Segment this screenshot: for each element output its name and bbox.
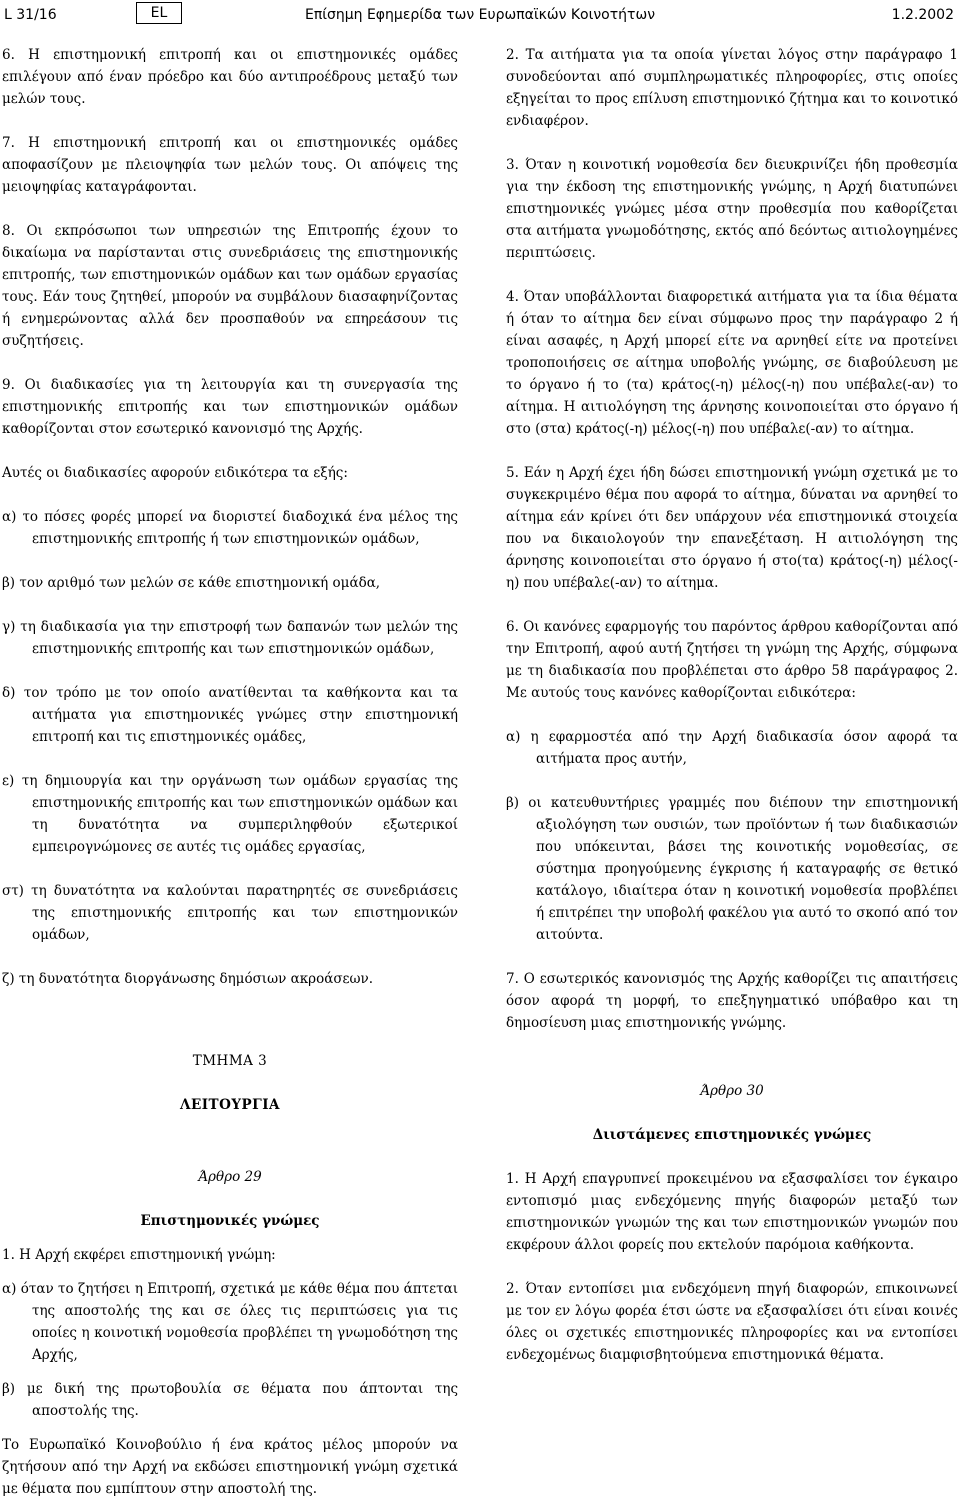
right-paragraph-4: 4. Όταν υποβάλλονται διαφορετικά αιτήματα για τα ίδια θέματα ή όταν το αίτημα δεν είναι σύμφωνο προς την παράγραφο 2 ή είναι ασαφές, η Αρχή μπορεί είτε να αρνηθεί είτε να προτείνει τροποποιήσεις σε αίτημα υποβολής γνώμης, σε διαβούλευση με το όργανο ή το (τα) κράτος(-η) μέλος(-η) που υπέβαλε(-αν) το αίτημα. Η αιτιολόγηση της άρνησης κοινοποιείται στο όργανο ή στο (στα) κράτος(-η) μέλος(-η) που υπέβαλε(-αν) το αίτημα. bbox=[506, 289, 958, 437]
list-item-a: α) το πόσες φορές μπορεί να διοριστεί διαδοχικά ένα μέλος της επιστημονικής επιτροπής ή των επιστημονικών ομάδων, bbox=[2, 509, 458, 547]
article-29-title: Επιστημονικές γνώμες bbox=[140, 1213, 320, 1229]
language-badge: EL bbox=[136, 2, 182, 24]
article-30-paragraph-2: 2. Όταν εντοπίσει μια ενδεχόμενη πηγή διαφορών, επικοινωνεί με τον εν λόγω φορέα έτσι ώστε να εξασφαλίσει ότι είναι κοινές όλες οι σχετικές επιστημονικές πληροφορίες και να εντοπίσει ενδεχομένως διαμφισβητούμενα επιστημονικά θέματα. bbox=[506, 1281, 958, 1363]
list-item-c: γ) τη διαδικασία για την επιστροφή των δαπανών των μελών της επιστημονικής επιτροπής και των επιστημονικών ομάδων, bbox=[2, 619, 458, 657]
paragraph-9: 9. Οι διαδικασίες για τη λειτουργία και τη συνεργασία της επιστημονικής επιτροπής και των επιστημονικών ομάδων καθορίζονται στον εσωτερικό κανονισμό της Αρχής. bbox=[2, 377, 458, 437]
article-29-item-a: α) όταν το ζητήσει η Επιτροπή, σχετικά με κάθε θέμα που άπτεται της αποστολής της και σε όλες τις περιπτώσεις για τις οποίες η κοινοτική νομοθεσία προβλέπει τη γνωμοδότηση της Αρχής, bbox=[2, 1281, 458, 1363]
issue-date: 1.2.2002 bbox=[891, 7, 954, 23]
right-paragraph-3: 3. Όταν η κοινοτική νομοθεσία δεν διευκρινίζει ήδη προθεσμία για την έκδοση της επιστημονικής γνώμης, η Αρχή διατυπώνει επιστημονικές γνώμες μέσα στην προθεσμία που καθορίζεται στα αιτήματα γνωμοδότησης, εκτός από δεόντως αιτιολογημένες περιπτώσεις. bbox=[506, 157, 958, 261]
right-list-item-a: α) η εφαρμοστέα από την Αρχή διαδικασία όσον αφορά τα αιτήματα προς αυτήν, bbox=[506, 729, 958, 767]
right-paragraph-6: 6. Οι κανόνες εφαρμογής του παρόντος άρθρου καθορίζονται από την Επιτροπή, αφού αυτή ζητήσει τη γνώμη της Αρχής, σύμφωνα με τη διαδικασία που προβλέπεται στο άρθρο 58 παράγραφος 2. Με αυτούς τους κανόνες καθορίζονται ειδικότερα: bbox=[506, 619, 958, 701]
right-column bbox=[506, 44, 958, 1366]
right-paragraph-7: 7. Ο εσωτερικός κανονισμός της Αρχής καθορίζει τις απαιτήσεις όσον αφορά τη μορφή, το επεξηγηματικό υπόβαθρο και τη δημοσίευση μιας επιστημονικής γνώμης. bbox=[506, 971, 958, 1031]
paragraph-6: 6. Η επιστημονική επιτροπή και οι επιστημονικές ομάδες επιλέγουν από έναν πρόεδρο και δύο αντιπροέδρους μεταξύ των μελών τους. bbox=[2, 47, 458, 107]
article-29-paragraph-1: 1. Η Αρχή εκφέρει επιστημονική γνώμη: bbox=[2, 1247, 276, 1263]
section-title: ΛΕΙΤΟΥΡΓΙΑ bbox=[179, 1097, 281, 1113]
article-29-heading: Άρθρο 29 bbox=[198, 1169, 262, 1185]
article-29-closing: Το Ευρωπαϊκό Κοινοβούλιο ή ένα κράτος μέλος μπορούν να ζητήσουν από την Αρχή να εκδώσει επιστημονική γνώμη σχετικά με θέματα που εμπίπτουν στην αποστολή της. bbox=[2, 1437, 458, 1497]
article-30-heading: Άρθρο 30 bbox=[700, 1083, 764, 1099]
section-number: ΤΜΗΜΑ 3 bbox=[192, 1053, 268, 1069]
journal-title: Επίσημη Εφημερίδα των Ευρωπαϊκών Κοινοτήτων bbox=[304, 7, 656, 23]
list-item-z: ζ) τη δυνατότητα διοργάνωσης δημόσιων ακροάσεων. bbox=[2, 971, 374, 987]
article-29-item-b: β) με δική της πρωτοβουλία σε θέματα που άπτονται της αποστολής της. bbox=[2, 1381, 458, 1419]
paragraph-7: 7. Η επιστημονική επιτροπή και οι επιστημονικές ομάδες αποφασίζουν με πλειοψηφία των μελών τους. Οι απόψεις της μειοψηφίας καταγράφονται. bbox=[2, 135, 458, 195]
list-item-d: δ) τον τρόπο με τον οποίο ανατίθενται τα καθήκοντα και τα αιτήματα για επιστημονικές γνώμες στην επιστημονική επιτροπή και τις επιστημονικές ομάδες, bbox=[2, 685, 458, 745]
right-paragraph-5: 5. Εάν η Αρχή έχει ήδη δώσει επιστημονική γνώμη σχετικά με το συγκεκριμένο θέμα που αφορά το αίτημα, δύναται να αρνηθεί το αίτημα εάν κρίνει ότι δεν υπάρχουν νέα επιστημονικά στοιχεία που να δικαιολογούν την επανεξέταση. Η αιτιολόγηση της άρνησης κοινοποιείται στο όργανο ή στο(τα) κράτος(-η) μέλος(-η) που υπέβαλε(-αν) το αίτημα. bbox=[506, 465, 958, 591]
list-item-e: ε) τη δημιουργία και την οργάνωση των ομάδων εργασίας της επιστημονικής επιτροπής και των επιστημονικών ομάδων και τη δυνατότητα να συμπεριληφθούν εξωτερικοί εμπειρογνώμονες σε αυτές τις ομάδες εργασίας, bbox=[2, 773, 458, 855]
right-paragraph-2: 2. Τα αιτήματα για τα οποία γίνεται λόγος στην παράγραφο 1 συνοδεύονται από συμπληρωματικές πληροφορίες, στις οποίες εξηγείται το προς επίλυση επιστημονικό ζήτημα και το κοινοτικό ενδιαφέρον. bbox=[506, 47, 958, 129]
list-item-b: β) τον αριθμό των μελών σε κάθε επιστημονική ομάδα, bbox=[2, 575, 381, 591]
page-number: L 31/16 bbox=[4, 7, 57, 23]
procedures-intro: Αυτές οι διαδικασίες αφορούν ειδικότερα τα εξής: bbox=[2, 465, 348, 481]
left-column bbox=[2, 44, 458, 1500]
article-30-paragraph-1: 1. Η Αρχή επαγρυπνεί προκειμένου να εξασφαλίσει τον έγκαιρο εντοπισμό μιας ενδεχόμενης πηγής διαφορών μεταξύ των επιστημονικών γνωμών της και των επιστημονικών γνωμών που εκφέρουν άλλοι φορείς που εκτελούν παρόμοια καθήκοντα. bbox=[506, 1171, 958, 1253]
paragraph-8: 8. Οι εκπρόσωποι των υπηρεσιών της Επιτροπής έχουν το δικαίωμα να παρίστανται στις συνεδριάσεις της επιστημονικής επιτροπής, των επιστημονικών ομάδων και των ομάδων εργασίας τους. Εάν τους ζητηθεί, μπορούν να συμβάλουν διασαφηνίζοντας ή ενημερώνοντας αλλά δεν προσπαθούν να επηρεάσουν τις συζητήσεις. bbox=[2, 223, 458, 349]
right-list-item-b: β) οι κατευθυντήριες γραμμές που διέπουν την επιστημονική αξιολόγηση των ουσιών, των προϊόντων ή των διαδικασιών που υπόκεινται, βάσει της κοινοτικής νομοθεσίας, σε σύστημα προηγούμενης έγκρισης ή καταγραφής σε θετικό κατάλογο, ιδιαίτερα όταν η κοινοτική νομοθεσία προβλέπει ή επιτρέπει την υποβολή φακέλου για αυτό το σκοπό από τον αιτούντα. bbox=[506, 795, 958, 943]
list-item-st: στ) τη δυνατότητα να καλούνται παρατηρητές σε συνεδριάσεις της επιστημονικής επιτροπής και των επιστημονικών ομάδων, bbox=[2, 883, 458, 943]
page-header bbox=[0, 0, 960, 28]
article-30-title: Διιστάμενες επιστημονικές γνώμες bbox=[592, 1127, 872, 1143]
